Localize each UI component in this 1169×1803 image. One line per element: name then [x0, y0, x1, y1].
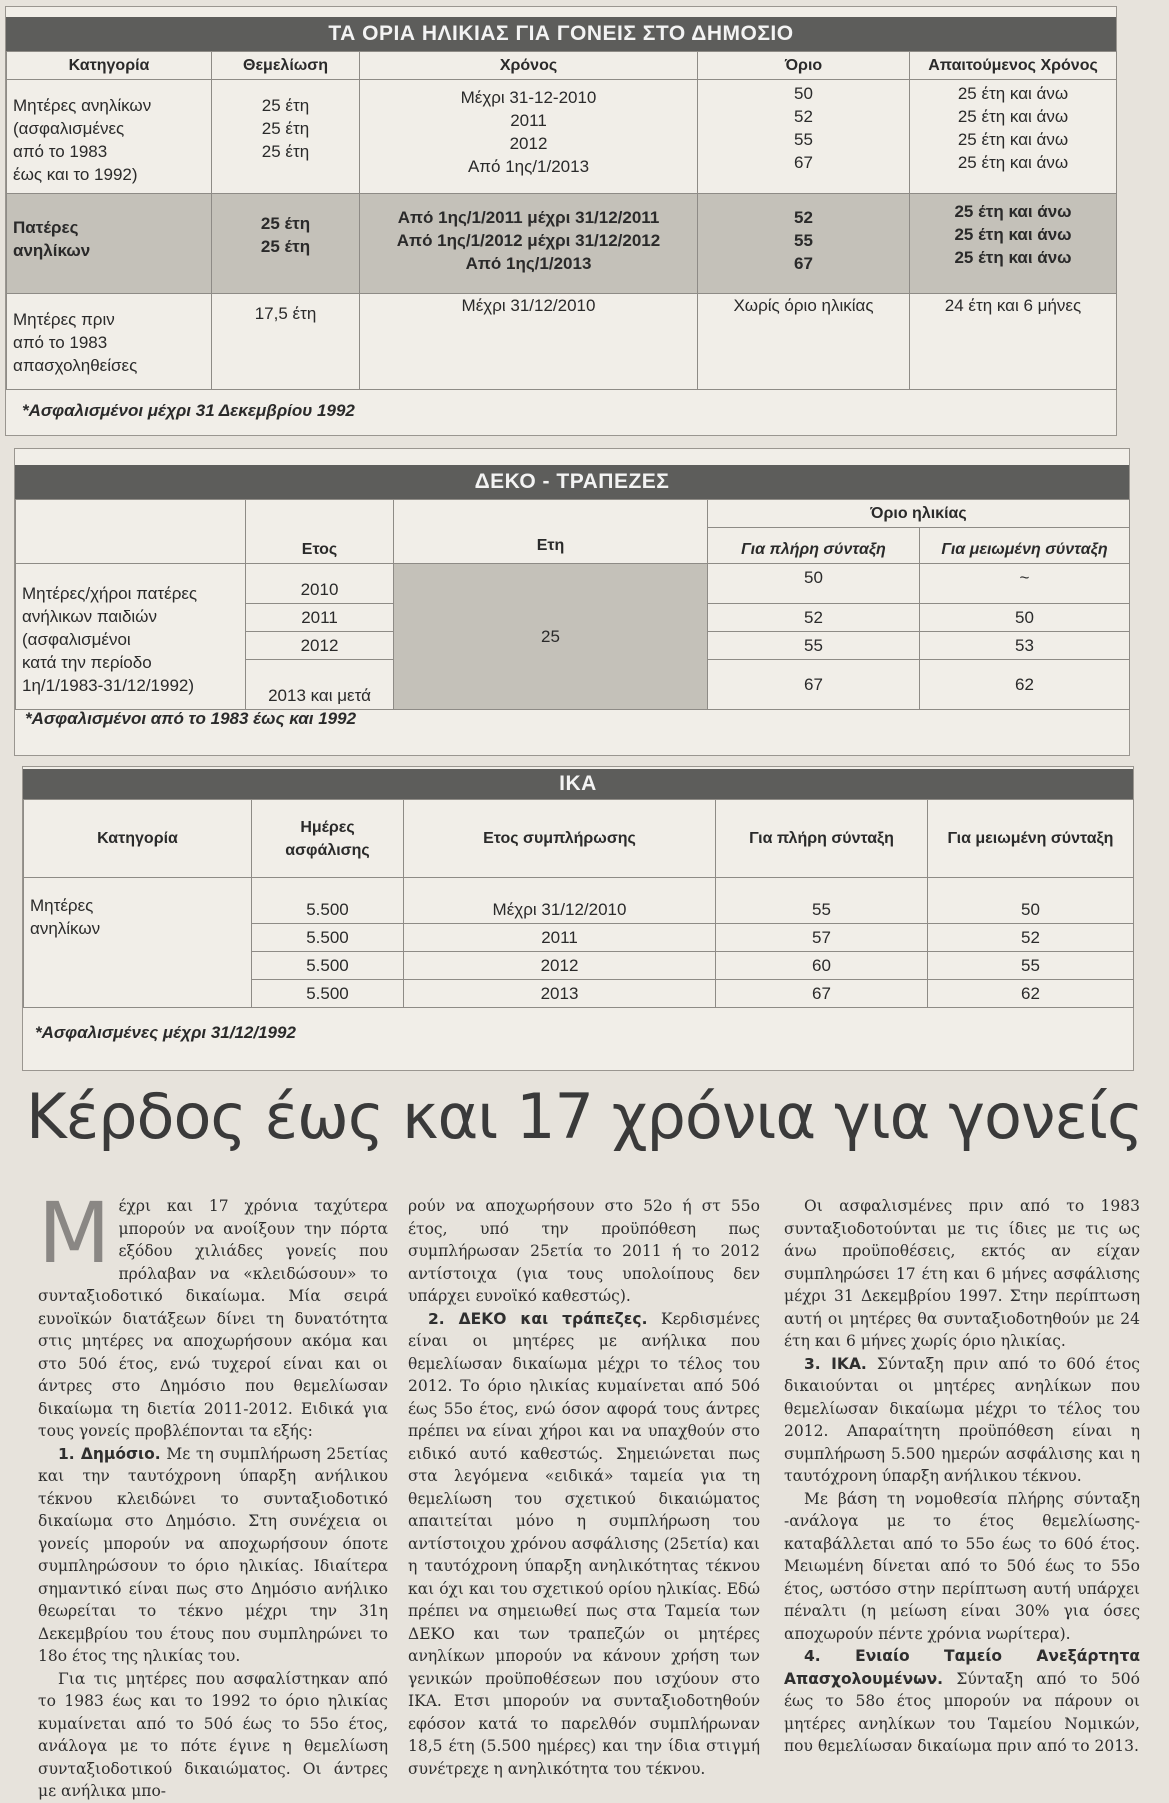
table1-limit: 52 55 67 — [698, 194, 910, 294]
section-heading: 4. Ενιαίο Ταμείο Ανεξάρτητα Απασχολουμένων. — [784, 1647, 1140, 1688]
table3-reduced: 62 — [928, 980, 1134, 1008]
table1-row — [7, 294, 1117, 390]
table2-header: Για μειωμένη σύνταξη — [920, 528, 1130, 564]
section-heading: 3. ΙΚΑ. — [804, 1354, 867, 1373]
table3-year: 2012 — [404, 952, 716, 980]
table3-days: 5.500 — [252, 878, 404, 924]
table1-time: Μέχρι 31-12-2010 2011 2012 Από 1ης/1/2013 — [360, 80, 698, 194]
table3-reduced: 55 — [928, 952, 1134, 980]
table3-header: Ημέρες ασφάλισης — [252, 800, 404, 878]
table2-group-header: Όριο ηλικίας — [708, 500, 1130, 528]
table3-category: Μητέρες ανηλίκων — [24, 878, 252, 1008]
table2-reduced: 50 — [920, 604, 1130, 632]
table1-note: *Ασφαλισμένοι μέχρι 31 Δεκεμβρίου 1992 — [22, 401, 355, 420]
article-paragraph: Μέχρι και 17 χρόνια ταχύτερα μπορούν να ανοίξουν την πόρτα εξόδου χιλιάδες γονείς που πρόλαβαν να «κλειδώσουν» το συνταξιοδοτικό δικαίωμα. Μία σειρά ευνοϊκών διατάξεων δίνει τη δυνατότητα στις μητέρες να αποχωρήσουν ακόμα και στο 50ό έτος, ενώ τυχεροί είναι και οι άντρες στο Δημόσιο που θεμελίωσαν δικαίωμα τη διετία 2011-2012. Ειδικά για τους γονείς προβλέπονται τα εξής: — [38, 1184, 388, 1440]
table3-header: Για πλήρη σύνταξη — [716, 800, 928, 878]
table3-header: Κατηγορία — [24, 800, 252, 878]
table2-full: 55 — [708, 632, 920, 660]
article-paragraph: Οι ασφαλισμένες πριν από το 1983 συνταξιοδοτούνται με τις ίδιες με τις ως άνω προϋποθέσεις, εκτός αν είχαν συμπληρώσει 17 έτη και 6 μήνες ασφάλισης μέχρι 31 Δεκεμβρίου 1997. Στην περίπτωση αυτή οι μητέρες θα συνταξιοδοτηθούν με 24 έτη και 6 μήνες χωρίς όριο ηλικίας. — [784, 1197, 1140, 1350]
table1-header: Όριο — [698, 52, 910, 80]
article-column-3 — [784, 1195, 1140, 1758]
table1-foundation: 25 έτη 25 έτη 25 έτη — [212, 80, 360, 194]
table1-header: Θεμελίωση — [212, 52, 360, 80]
table1-header: Χρόνος — [360, 52, 698, 80]
table2-category: Μητέρες/χήροι πατέρες ανήλικων παιδιών (ασφαλισμένοι κατά την περίοδο 1η/1/1983-31/12/1992) — [16, 564, 246, 710]
table1-header-row — [7, 52, 1117, 80]
article-paragraph: 3. ΙΚΑ. Σύνταξη πριν από το 60ό έτος δικαιούνται οι μητέρες ανηλίκων που θεμελίωσαν δικαίωμα μέχρι το τέλος του 2012. Απαραίτητη προϋπόθεση είναι η συμπλήρωση 5.500 ημερών ασφάλισης και η ταυτόχρονη ύπαρξη ανήλικου τέκνου. — [784, 1354, 1140, 1485]
table3-header: Για μειωμένη σύνταξη — [928, 800, 1134, 878]
table3-reduced: 52 — [928, 924, 1134, 952]
section-heading: 2. ΔΕΚΟ και τράπεζες. — [428, 1309, 648, 1328]
table2-title: ΔΕΚΟ - ΤΡΑΠΕΖΕΣ — [15, 465, 1129, 499]
table2-etos-value: 25 — [394, 564, 708, 710]
article-paragraph: ρούν να αποχωρήσουν στο 52ο ή στ 55ο έτος, υπό την προϋπόθεση πως συμπλήρωσαν 25ετία το 2011 ή το 2012 αντίστοιχα (για τους υπολοίπους δεν υπάρχει ευνοϊκό καθεστώς). — [408, 1197, 760, 1305]
table3-full: 67 — [716, 980, 928, 1008]
dropcap: Μ — [38, 1184, 111, 1282]
table1-limit: 50 52 55 67 — [698, 80, 910, 194]
table2-year: 2011 — [246, 604, 394, 632]
article-paragraph: 1. Δημόσιο. Με τη συμπλήρωση 25ετίας και την ταυτόχρονη ύπαρξη ανήλικου τέκνου κλειδώνει το συνταξιοδοτικό δικαίωμα στο Δημόσιο. Στη συνέχεια οι γονείς μπορούν να αποχωρήσουν όποτε συμπληρώσουν το όριο ηλικίας. Ιδιαίτερα σημαντικό είναι πως στο Δημόσιο ανήλικο θεωρείται το τέκνο μέχρι την 31η Δεκεμβρίου του έτους που συμπληρώνει το 18ο έτος της ηλικίας του. — [38, 1444, 388, 1665]
table1-title: ΤΑ ΟΡΙΑ ΗΛΙΚΙΑΣ ΓΙΑ ΓΟΝΕΙΣ ΣΤΟ ΔΗΜΟΣΙΟ — [6, 17, 1116, 51]
table2 — [15, 499, 1130, 710]
table2-header: Ετος — [246, 528, 394, 564]
table1-foundation: 25 έτη 25 έτη — [212, 194, 360, 294]
section-heading: 1. Δημόσιο. — [58, 1444, 161, 1463]
article-paragraph: Με βάση τη νομοθεσία πλήρης σύνταξη -ανάλογα με το έτος θεμελίωσης- καταβάλλεται από το 55ο έως το 60ό έτος. Μειωμένη δίνεται από το 50ό έως το 55ο έτος, ωστόσο στην περίπτωση αυτή υπάρχει πέναλτι (η μείωση είναι 30% για όσες αποχωρούν πέντε χρόνια νωρίτερα). — [784, 1489, 1140, 1643]
table3-row — [24, 878, 1134, 924]
table2-reduced: 53 — [920, 632, 1130, 660]
table3-header: Ετος συμπλήρωσης — [404, 800, 716, 878]
article-headline: Κέρδος έως και 17 χρόνια για γονείς — [26, 1080, 1143, 1153]
table1-row — [7, 80, 1117, 194]
table3-reduced: 50 — [928, 878, 1134, 924]
table1-header: Απαιτούμενος Χρόνος — [910, 52, 1117, 80]
table3-days: 5.500 — [252, 952, 404, 980]
table3-full: 57 — [716, 924, 928, 952]
article-column-1 — [38, 1184, 388, 1803]
table2-header: Ετη — [394, 528, 708, 564]
table2-note: *Ασφαλισμένοι από το 1983 έως και 1992 — [25, 709, 357, 728]
table2-reduced: 62 — [920, 660, 1130, 710]
table2-full: 67 — [708, 660, 920, 710]
table1-panel — [5, 6, 1117, 436]
table2-full: 52 — [708, 604, 920, 632]
table1-header: Κατηγορία — [7, 52, 212, 80]
table2-row — [16, 564, 1130, 604]
table2-full: 50 — [708, 564, 920, 604]
table3-title: ΙΚΑ — [23, 769, 1133, 799]
table2-year: 2010 — [246, 564, 394, 604]
table3-year: 2011 — [404, 924, 716, 952]
table1-required: 24 έτη και 6 μήνες — [910, 294, 1117, 390]
table1-row — [7, 194, 1117, 294]
table1-required: 25 έτη και άνω 25 έτη και άνω 25 έτη και άνω — [910, 194, 1117, 294]
table3 — [23, 799, 1134, 1008]
table1 — [6, 51, 1117, 390]
table3-full: 55 — [716, 878, 928, 924]
table2-header: Για πλήρη σύνταξη — [708, 528, 920, 564]
table2-header-row — [16, 528, 1130, 564]
table3-days: 5.500 — [252, 924, 404, 952]
table3-year: 2013 — [404, 980, 716, 1008]
table3-days: 5.500 — [252, 980, 404, 1008]
table1-time: Από 1ης/1/2011 μέχρι 31/12/2011 Από 1ης/1/2012 μέχρι 31/12/2012 Από 1ης/1/2013 — [360, 194, 698, 294]
article-paragraph: Για τις μητέρες που ασφαλίστηκαν από το 1983 έως και το 1992 το όριο ηλικίας κυμαίνεται από το 50ό έως το 55ο έτος, ανάλογα με το πότε έγινε η θεμελίωση συνταξιοδοτικού δικαιώματος. Οι άντρες με ανήλικα μπο- — [38, 1669, 388, 1800]
table1-category: Πατέρες ανηλίκων — [7, 194, 212, 294]
table3-header-row — [24, 800, 1134, 878]
table3-panel — [22, 766, 1134, 1071]
table3-full: 60 — [716, 952, 928, 980]
table3-year: Μέχρι 31/12/2010 — [404, 878, 716, 924]
table2-year: 2013 και μετά — [246, 660, 394, 710]
table2-year: 2012 — [246, 632, 394, 660]
table3-note: *Ασφαλισμένες μέχρι 31/12/1992 — [35, 1023, 296, 1042]
article-column-2 — [408, 1195, 760, 1780]
table2-panel — [14, 448, 1130, 756]
article-paragraph: 4. Ενιαίο Ταμείο Ανεξάρτητα Απασχολουμένων. Σύνταξη από το 50ό έως το 58ο έτος μπορούν να πάρουν οι μητέρες ανηλίκων του Ταμείου Νομικών, που θεμελίωσαν δικαίωμα πριν από το 2013. — [784, 1647, 1140, 1755]
table2-reduced: ~ — [920, 564, 1130, 604]
table1-category: Μητέρες πριν από το 1983 απασχοληθείσες — [7, 294, 212, 390]
table2-group-row — [16, 500, 1130, 528]
table1-foundation: 17,5 έτη — [212, 294, 360, 390]
table1-time: Μέχρι 31/12/2010 — [360, 294, 698, 390]
article-paragraph: 2. ΔΕΚΟ και τράπεζες. Κερδισμένες είναι οι μητέρες με ανήλικα που θεμελίωσαν δικαίωμα μέχρι το τέλος του 2012. Το όριο ηλικίας κυμαίνεται από 50ό έως 55ο έτος, ενώ όσον αφορά τους άντρες πρέπει να είναι χήροι και να υπαχθούν στο ειδικό αυτό καθεστώς. Σημειώνεται πως στα λεγόμενα «ειδικά» ταμεία για τη θεμελίωση του σχετικού δικαιώματος απαιτείται μόνο η συμπλήρωση του αντίστοιχου χρόνου ασφάλισης (25ετία) και η ταυτόχρονη ύπαρξη ανηλικότητας τέκνου και όχι και του σχετικού ορίου ηλικίας. Εδώ πρέπει να σημειωθεί πως στα Ταμεία των ΔΕΚΟ και των τραπεζών οι μητέρες ανηλίκων μπορούν να κάνουν χρήση των γενικών προϋποθέσεων που ισχύουν στο ΙΚΑ. Ετσι μπορούν να συνταξιοδοτηθούν εφόσον κατά το παρελθόν συμπλήρωναν 18,5 έτη (5.500 ημέρες) και την ίδια στιγμή συνέτρεχε η ανηλικότητα του τέκνου. — [408, 1309, 760, 1778]
table1-limit: Χωρίς όριο ηλικίας — [698, 294, 910, 390]
table1-required: 25 έτη και άνω 25 έτη και άνω 25 έτη και άνω 25 έτη και άνω — [910, 80, 1117, 194]
table1-category: Μητέρες ανηλίκων (ασφαλισμένες από το 1983 έως και το 1992) — [7, 80, 212, 194]
